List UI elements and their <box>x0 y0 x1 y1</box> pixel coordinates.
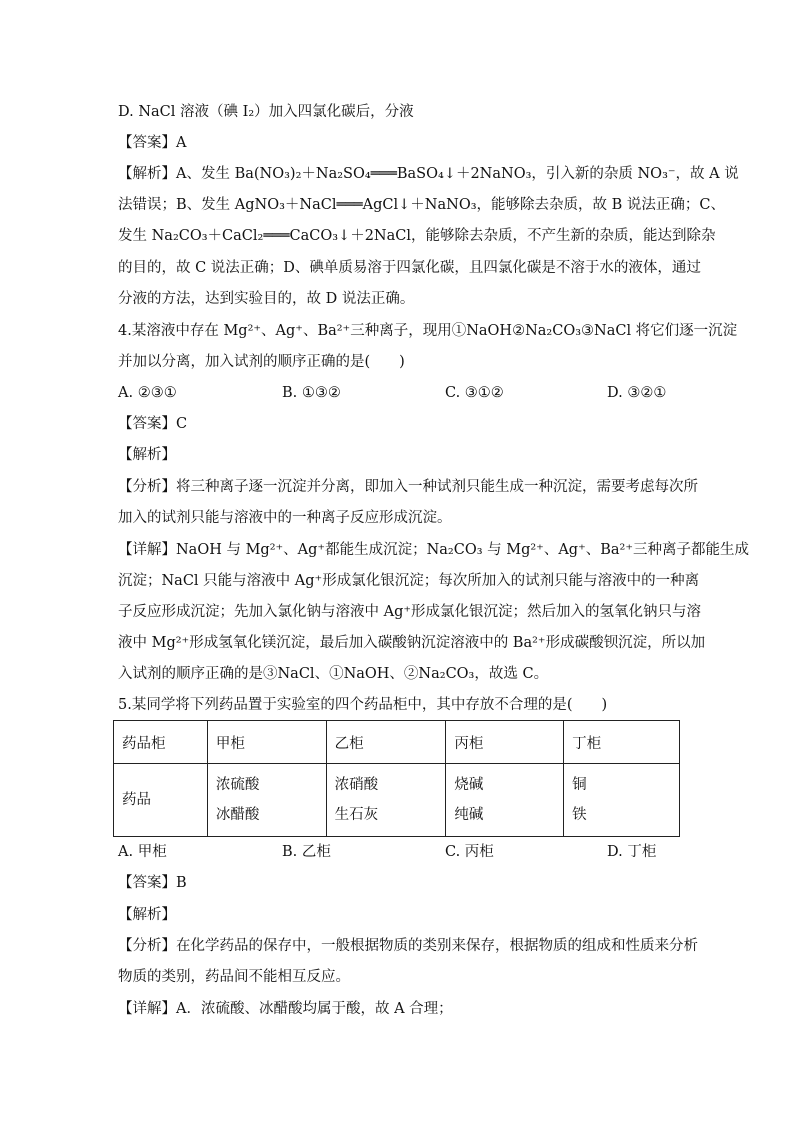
chemical-name: 纯碱 <box>454 807 484 823</box>
analysis-line: 【分析】在化学药品的保存中，一般根据物质的类别来保存，根据物质的组成和性质来分析 <box>118 938 698 954</box>
table-cell <box>326 764 446 837</box>
question-4-options <box>118 383 678 403</box>
table-header-cell: 甲柜 <box>207 721 326 764</box>
chemical-name: 浓硫酸 <box>215 777 260 793</box>
option-d: D. 丁柜 <box>607 844 657 860</box>
detail-line: 子反应形成沉淀；先加入氯化钠与溶液中 Ag⁺形成氯化银沉淀；然后加入的氢氧化钠只与溶 <box>118 604 702 620</box>
chemical-name: 浓硝酸 <box>334 777 379 793</box>
question-4-stem: 4.某溶液中存在 Mg²⁺、Ag⁺、Ba²⁺三种离子，现用①NaOH②Na₂CO₃③NaCl 将它们逐一沉淀 <box>118 323 738 339</box>
analysis-line: 分液的方法，达到实验目的，故 D 说法正确。 <box>118 291 415 307</box>
table-cell <box>446 764 564 837</box>
option-c: C. ③①② <box>445 385 504 401</box>
table-cell <box>564 764 680 837</box>
table-row <box>114 764 680 837</box>
chemical-name: 烧碱 <box>454 777 484 793</box>
analysis-heading: 【解析】 <box>118 907 176 923</box>
analysis-line: 【解析】A、发生 Ba(NO₃)₂＋Na₂SO₄═══BaSO₄↓＋2NaNO₃，引入新的杂质 NO₃⁻，故 A 说 <box>118 166 739 182</box>
detail-line: 入试剂的顺序正确的是③NaCl、①NaOH、②Na₂CO₃，故选 C。 <box>118 666 549 682</box>
table-cell <box>207 764 326 837</box>
option-c: C. 丙柜 <box>445 844 494 860</box>
chemical-name: 生石灰 <box>334 807 379 823</box>
option-b: B. ①③② <box>282 385 341 401</box>
option-a: A. 甲柜 <box>118 844 167 860</box>
answer-line: 【答案】C <box>118 416 188 432</box>
chemical-name: 冰醋酸 <box>215 807 260 823</box>
detail-line: 【详解】NaOH 与 Mg²⁺、Ag⁺都能生成沉淀；Na₂CO₃ 与 Mg²⁺、Ag⁺、Ba²⁺三种离子都能生成 <box>118 542 750 558</box>
analysis-line: 发生 Na₂CO₃＋CaCl₂═══CaCO₃↓＋2NaCl，能够除去杂质，不产生新的杂质，能达到除杂 <box>118 228 716 244</box>
option-a: A. ②③① <box>118 385 177 401</box>
detail-line: 沉淀；NaCl 只能与溶液中 Ag⁺形成氯化银沉淀；每次所加入的试剂只能与溶液中的一种离 <box>118 573 700 589</box>
analysis-line: 物质的类别，药品间不能相互反应。 <box>118 969 350 985</box>
chemical-name: 铜 <box>572 777 587 793</box>
detail-line: 【详解】A．浓硫酸、冰醋酸均属于酸，故 A 合理； <box>118 1001 453 1017</box>
answer-line: 【答案】A <box>118 135 187 151</box>
table-header-cell: 丁柜 <box>564 721 680 764</box>
table-header-cell: 乙柜 <box>326 721 446 764</box>
question-5-options <box>118 842 678 862</box>
option-d-text: D. NaCl 溶液（碘 I₂）加入四氯化碳后，分液 <box>118 104 414 120</box>
table-row <box>114 721 680 764</box>
table-header-cell: 丙柜 <box>446 721 564 764</box>
analysis-line: 法错误；B、发生 AgNO₃＋NaCl═══AgCl↓＋NaNO₃，能够除去杂质，故 B 说法正确；C、 <box>118 197 725 213</box>
chemical-name: 铁 <box>572 807 587 823</box>
analysis-line: 【分析】将三种离子逐一沉淀并分离，即加入一种试剂只能生成一种沉淀，需要考虑每次所 <box>118 479 698 495</box>
table-row-label: 药品 <box>114 764 208 837</box>
question-4-stem: 并加以分离，加入试剂的顺序正确的是( ) <box>118 354 405 370</box>
question-5-stem: 5.某同学将下列药品置于实验室的四个药品柜中，其中存放不合理的是( ) <box>118 697 608 713</box>
option-b: B. 乙柜 <box>282 844 331 860</box>
analysis-heading: 【解析】 <box>118 447 176 463</box>
table-header-cell: 药品柜 <box>114 721 208 764</box>
detail-line: 液中 Mg²⁺形成氢氧化镁沉淀，最后加入碳酸钠沉淀溶液中的 Ba²⁺形成碳酸钡沉淀，所以加 <box>118 635 706 651</box>
option-d: D. ③②① <box>607 385 667 401</box>
analysis-line: 的目的，故 C 说法正确；D、碘单质易溶于四氯化碳，且四氯化碳是不溶于水的液体，通过 <box>118 260 701 276</box>
cabinet-table <box>113 720 680 837</box>
answer-line: 【答案】B <box>118 875 187 891</box>
analysis-line: 加入的试剂只能与溶液中的一种离子反应形成沉淀。 <box>118 510 452 526</box>
